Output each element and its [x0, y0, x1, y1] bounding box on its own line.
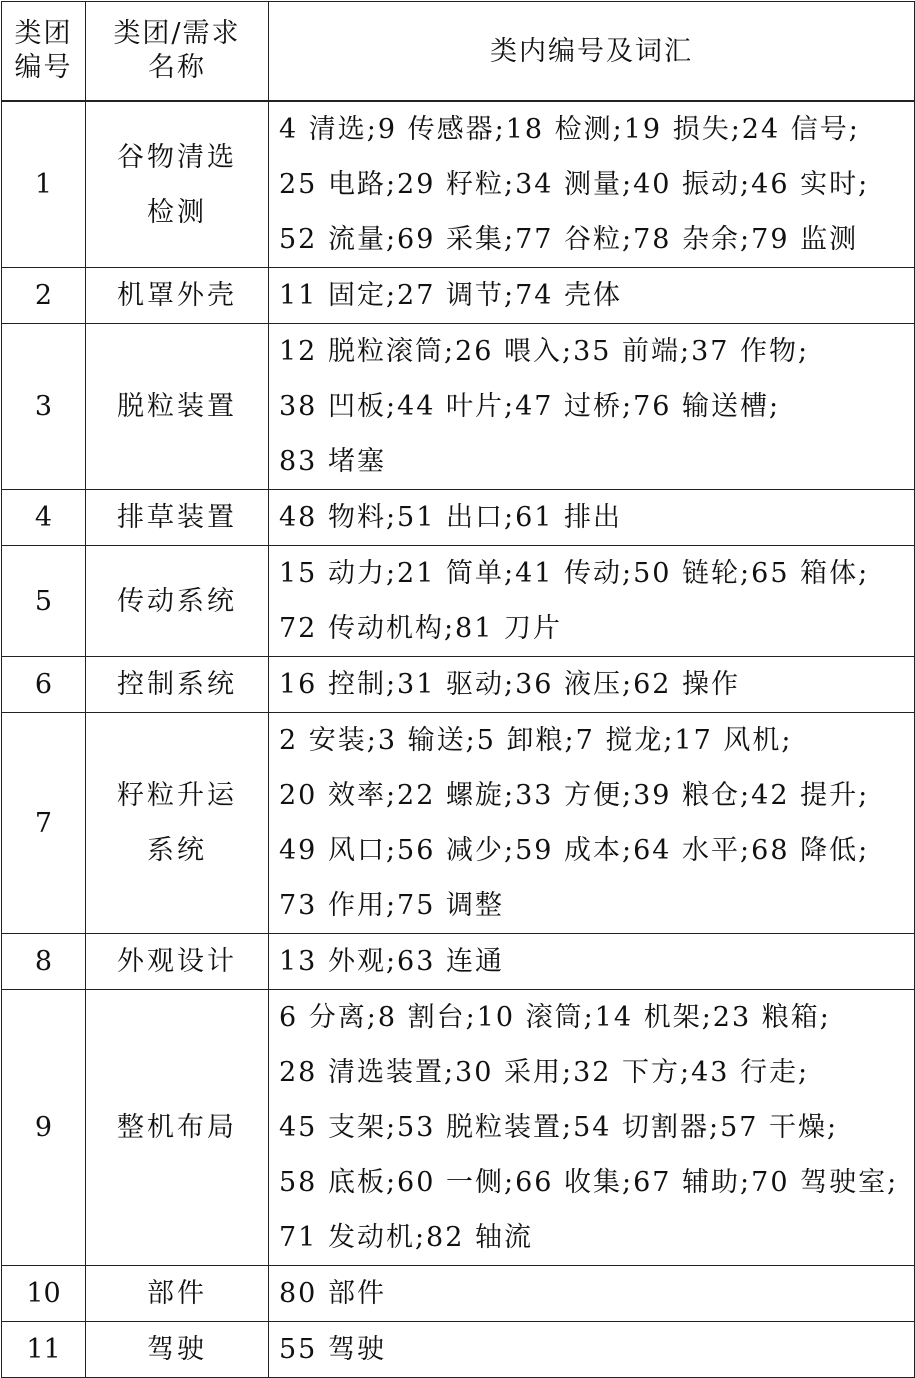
vocabulary-line: 28 清选装置;30 采用;32 下方;43 行走;	[279, 1057, 810, 1088]
cluster-name-line: 排草装置	[117, 502, 237, 533]
cluster-name-line: 籽粒升运	[117, 780, 237, 811]
cluster-id: 11	[2, 1322, 86, 1378]
cluster-name	[86, 713, 269, 934]
vocabulary-line: 55 驾驶	[279, 1334, 386, 1365]
header-cluster-name: 类团/需求 名称	[86, 2, 269, 102]
cluster-name-line: 检测	[147, 196, 207, 228]
vocabulary-line: 52 流量;69 采集;77 谷粒;78 杂余;79 监测	[279, 224, 859, 255]
vocabulary-line: 11 固定;27 调节;74 壳体	[279, 280, 623, 311]
cluster-vocabulary	[269, 101, 915, 268]
vocabulary-line: 15 动力;21 简单;41 传动;50 链轮;65 箱体;	[279, 558, 870, 589]
cluster-id: 8	[2, 934, 86, 990]
table-row	[2, 268, 915, 324]
cluster-name-line: 系统	[147, 835, 207, 866]
vocabulary-line: 45 支架;53 脱粒装置;54 切割器;57 干燥;	[279, 1112, 839, 1143]
cluster-id: 2	[2, 268, 86, 324]
header-row	[2, 2, 915, 102]
vocabulary-line: 83 堵塞	[279, 446, 386, 477]
table-row	[2, 546, 915, 657]
header-vocabulary: 类内编号及词汇	[269, 2, 915, 102]
table-row	[2, 101, 915, 268]
cluster-name	[86, 268, 269, 324]
vocabulary-line: 4 清选;9 传感器;18 检测;19 损失;24 信号;	[279, 114, 860, 145]
cluster-id: 1	[2, 101, 86, 268]
cluster-name	[86, 101, 269, 268]
cluster-id: 4	[2, 490, 86, 546]
cluster-name-line: 外观设计	[117, 946, 237, 977]
table-row	[2, 934, 915, 990]
cluster-name-line: 驾驶	[147, 1334, 207, 1365]
cluster-id: 5	[2, 546, 86, 657]
vocabulary-line: 48 物料;51 出口;61 排出	[279, 502, 623, 533]
cluster-name-line: 脱粒装置	[117, 391, 237, 422]
cluster-name	[86, 324, 269, 490]
cluster-name	[86, 546, 269, 657]
cluster-vocabulary	[269, 934, 915, 990]
cluster-name	[86, 1322, 269, 1378]
cluster-vocabulary	[269, 990, 915, 1266]
table-row	[2, 713, 915, 934]
vocabulary-line: 2 安装;3 输送;5 卸粮;7 搅龙;17 风机;	[279, 725, 793, 756]
cluster-vocabulary	[269, 546, 915, 657]
table-row	[2, 1322, 915, 1378]
header-cluster-id: 类团 编号	[2, 2, 86, 102]
vocabulary-line: 72 传动机构;81 刀片	[279, 613, 562, 644]
vocabulary-line: 12 脱粒滚筒;26 喂入;35 前端;37 作物;	[279, 336, 810, 367]
cluster-name-line: 机罩外壳	[117, 280, 237, 311]
vocabulary-line: 80 部件	[279, 1278, 386, 1309]
cluster-name-line: 传动系统	[117, 585, 237, 617]
cluster-name	[86, 490, 269, 546]
vocabulary-line: 20 效率;22 螺旋;33 方便;39 粮仓;42 提升;	[279, 780, 870, 811]
cluster-name-line: 整机布局	[117, 1112, 237, 1143]
cluster-vocabulary	[269, 1322, 915, 1378]
cluster-id: 3	[2, 324, 86, 490]
cluster-name	[86, 990, 269, 1266]
cluster-name-line: 控制系统	[117, 669, 237, 700]
vocabulary-line: 58 底板;60 一侧;66 收集;67 辅助;70 驾驶室;	[279, 1167, 899, 1198]
cluster-name	[86, 934, 269, 990]
cluster-id: 10	[2, 1266, 86, 1322]
cluster-vocabulary	[269, 268, 915, 324]
cluster-vocabulary	[269, 490, 915, 546]
table-row	[2, 1266, 915, 1322]
cluster-id: 7	[2, 713, 86, 934]
cluster-vocabulary	[269, 1266, 915, 1322]
vocabulary-line: 25 电路;29 籽粒;34 测量;40 振动;46 实时;	[279, 169, 870, 200]
vocabulary-line: 49 风口;56 减少;59 成本;64 水平;68 降低;	[279, 835, 870, 866]
vocabulary-line: 13 外观;63 连通	[279, 946, 504, 977]
vocabulary-line: 16 控制;31 驱动;36 液压;62 操作	[279, 669, 741, 700]
cluster-name	[86, 1266, 269, 1322]
cluster-id: 9	[2, 990, 86, 1266]
table-row	[2, 990, 915, 1266]
cluster-table	[1, 1, 915, 1378]
vocabulary-line: 73 作用;75 调整	[279, 890, 504, 921]
vocabulary-line: 71 发动机;82 轴流	[279, 1222, 533, 1253]
table-body	[2, 101, 915, 1378]
cluster-id: 6	[2, 657, 86, 713]
cluster-vocabulary	[269, 657, 915, 713]
cluster-name-line: 谷物清选	[117, 141, 237, 173]
cluster-name	[86, 657, 269, 713]
cluster-name-line: 部件	[147, 1278, 207, 1309]
table-row	[2, 324, 915, 490]
cluster-vocabulary	[269, 713, 915, 934]
table-row	[2, 657, 915, 713]
table-row	[2, 490, 915, 546]
vocabulary-line: 6 分离;8 割台;10 滚筒;14 机架;23 粮箱;	[279, 1002, 831, 1033]
vocabulary-line: 38 凹板;44 叶片;47 过桥;76 输送槽;	[279, 391, 781, 422]
cluster-vocabulary	[269, 324, 915, 490]
